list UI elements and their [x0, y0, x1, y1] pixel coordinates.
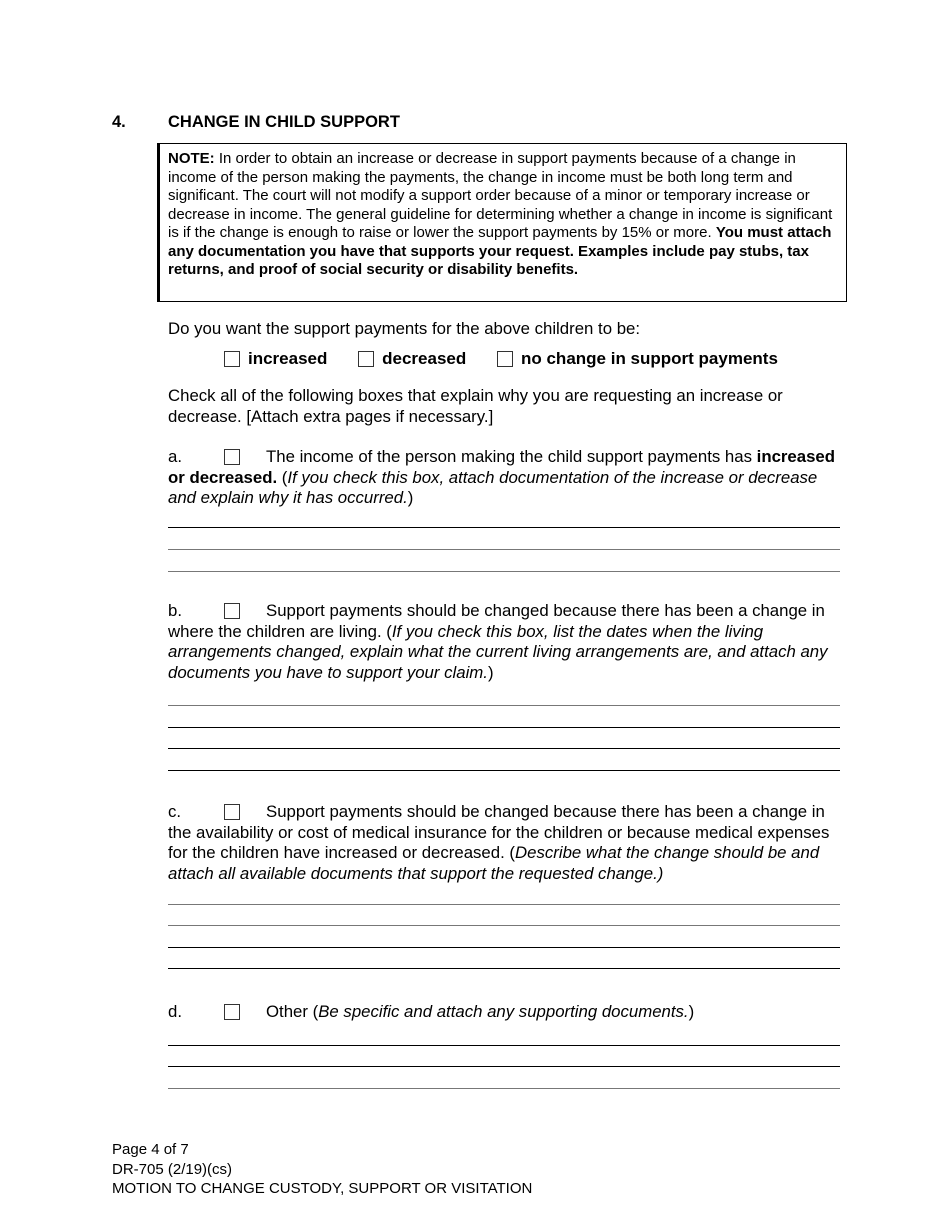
checkbox[interactable]	[358, 351, 374, 367]
item-c-checkbox[interactable]	[224, 804, 240, 820]
item-a	[168, 447, 843, 509]
option-label: decreased	[382, 349, 467, 368]
paren: (	[381, 621, 392, 641]
instructions: Check all of the following boxes that explain why you are requesting an increase or decrease. [Attach extra pages if necessary.]	[168, 386, 783, 426]
answer-line[interactable]	[168, 947, 840, 948]
paren: )	[487, 662, 494, 682]
answer-line[interactable]	[168, 705, 840, 706]
item-b	[168, 601, 843, 683]
option-label: increased	[248, 349, 328, 368]
item-text: Other (	[266, 1002, 319, 1021]
note-bold-text: You must attach any documentation you have that supports your request. Examples include pay stubs, tax returns, and proof of social security or disability benefits.	[168, 224, 832, 278]
item-letter: a.	[168, 447, 182, 466]
option-label: no change in support payments	[520, 349, 778, 368]
paren: )	[688, 1002, 695, 1021]
option-no-change[interactable]	[497, 349, 778, 368]
footer	[112, 1140, 532, 1199]
answer-line[interactable]	[168, 925, 840, 926]
answer-line[interactable]	[168, 527, 840, 528]
item-a-checkbox[interactable]	[224, 449, 240, 465]
form-number: DR-705 (2/19)(cs)	[112, 1160, 233, 1178]
item-bold: increased or decreased.	[168, 447, 836, 487]
item-c	[168, 802, 843, 884]
answer-line[interactable]	[168, 748, 840, 749]
answer-line[interactable]	[168, 571, 840, 572]
option-increased[interactable]	[224, 349, 327, 368]
item-letter: b.	[168, 601, 182, 620]
item-d	[168, 1002, 843, 1023]
paren: )	[407, 488, 414, 508]
answer-line[interactable]	[168, 904, 840, 905]
item-d-checkbox[interactable]	[224, 1004, 240, 1020]
paren: (	[277, 467, 288, 487]
checkbox[interactable]	[224, 351, 240, 367]
note-label: NOTE:	[168, 150, 215, 167]
question: Do you want the support payments for the above children to be:	[168, 319, 641, 338]
item-text: Support payments should be changed because there has been a change in where the children are living.	[168, 601, 825, 641]
checkbox[interactable]	[497, 351, 513, 367]
support-options	[224, 349, 804, 369]
section-title: CHANGE IN CHILD SUPPORT	[168, 113, 400, 131]
item-letter: d.	[168, 1002, 182, 1021]
item-text: Support payments should be changed because there has been a change in the availability or cost of medical insurance for the children or because medical expenses for the children have increased or decreased.	[168, 802, 830, 863]
section-number: 4.	[112, 113, 126, 131]
answer-line[interactable]	[168, 1045, 840, 1046]
item-italic: Describe what the change should be and attach all available documents that support the requested change.)	[168, 843, 820, 883]
form-title: MOTION TO CHANGE CUSTODY, SUPPORT OR VISITATION	[112, 1180, 533, 1197]
answer-line[interactable]	[168, 968, 840, 969]
answer-line[interactable]	[168, 1088, 840, 1089]
note-text: In order to obtain an increase or decrease in support payments because of a change in income of the person making the payments, the change in income must be both long term and significant. The court will not modify a support order because of a minor or temporary increase or decrease in income. The general guideline for determining whether a change in income is significant is if the change is enough to raise or lower the support payments by 15% or more.	[168, 150, 833, 241]
answer-line[interactable]	[168, 1066, 840, 1067]
item-italic: Be specific and attach any supporting documents.	[318, 1002, 689, 1021]
item-italic: If you check this box, attach documentation of the increase or decrease and explain why it has occurred.	[168, 467, 818, 508]
option-decreased[interactable]	[358, 349, 466, 368]
item-text: The income of the person making the child support payments has	[266, 447, 757, 466]
answer-line[interactable]	[168, 770, 840, 771]
answer-line[interactable]	[168, 549, 840, 550]
item-b-checkbox[interactable]	[224, 603, 240, 619]
page-number: Page 4 of 7	[112, 1141, 189, 1158]
note-box	[157, 143, 847, 302]
answer-line[interactable]	[168, 727, 840, 728]
item-letter: c.	[168, 802, 182, 821]
item-italic: If you check this box, list the dates when the living arrangements changed, explain what the current living arrangements are, and attach any documents you have to support your claim.	[168, 621, 828, 682]
paren: (	[504, 843, 516, 863]
